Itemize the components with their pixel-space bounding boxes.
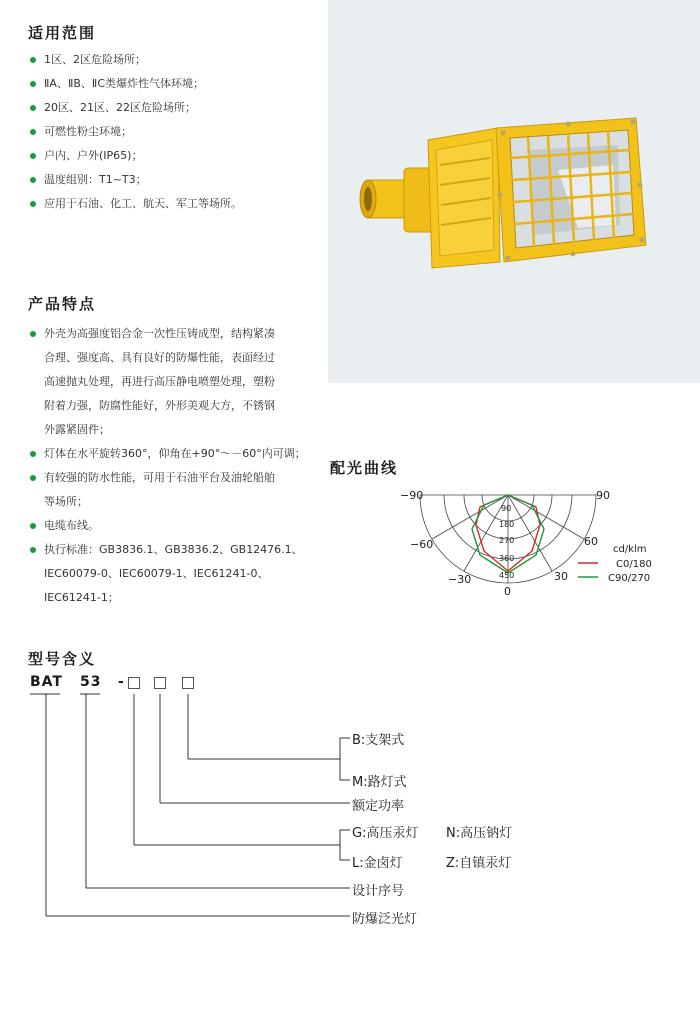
list-item: 可燃性粉尘环境； (30, 120, 320, 144)
label-product: 防爆泛光灯 (352, 912, 418, 927)
label-serial: 设计序号 (352, 884, 405, 899)
ring-label: 450 (499, 571, 515, 580)
explosion-proof-lamp-image (328, 0, 700, 383)
ring-label: 180 (499, 520, 515, 529)
legend-label-c0: C0/180 (616, 559, 652, 570)
angle-label: 90 (596, 489, 610, 502)
list-item: 1区、2区危险场所； (30, 48, 320, 72)
light-distribution-diagram (370, 485, 700, 615)
light-curve-heading: 配光曲线 (330, 459, 399, 477)
feature-line: 执行标准：GB3836.1、GB3836.2、GB12476.1、 (44, 543, 303, 556)
list-item (30, 514, 330, 538)
label-power: 额定功率 (352, 799, 405, 814)
ring-label: 270 (499, 536, 515, 545)
angle-label: 30 (554, 570, 568, 583)
model-code-dash: - (118, 674, 125, 690)
feature-line: 灯体在水平旋转360°，仰角在+90°～－60°内可调； (44, 447, 306, 460)
placeholder-box-2 (154, 677, 166, 689)
feature-line: 外壳为高强度铝合金一次性压铸成型，结构紧凑 (44, 327, 275, 340)
features-list (30, 322, 330, 610)
model-heading: 型号含义 (28, 650, 97, 668)
list-item (30, 442, 330, 466)
angle-label: 60 (584, 535, 598, 548)
feature-line: 高速抛丸处理，再进行高压静电喷塑处理，塑粉 (44, 375, 275, 388)
list-item: 温度组别：T1~T3； (30, 168, 320, 192)
scope-heading: 适用范围 (28, 24, 97, 42)
angle-label: −60 (410, 538, 434, 551)
list-item: 应用于石油、化工、航天、军工等场所。 (30, 192, 320, 216)
label-g: G:高压汞灯 (352, 826, 419, 841)
feature-line: IEC60079-0、IEC60079-1、IEC61241-0、 (44, 567, 269, 580)
features-heading: 产品特点 (28, 295, 97, 313)
scope-list (30, 48, 320, 216)
feature-line: 附着力强，防腐性能好，外形美观大方，不锈钢 (44, 399, 275, 412)
label-n: N:高压钠灯 (446, 826, 513, 841)
feature-line: 电缆布线。 (44, 519, 99, 532)
list-item: 20区、21区、22区危险场所； (30, 96, 320, 120)
feature-line: 外露紧固件； (44, 423, 110, 436)
model-connector-lines (0, 690, 360, 940)
product-photo-panel (328, 0, 700, 383)
list-item: 户内、户外(IP65)； (30, 144, 320, 168)
model-code-53: 53 (80, 674, 102, 690)
placeholder-box-1 (128, 677, 140, 689)
list-item (30, 538, 330, 610)
list-item (30, 466, 330, 514)
label-bracket-m: M:路灯式 (352, 775, 407, 790)
label-z: Z:自镇汞灯 (446, 856, 512, 871)
ring-label: 90 (501, 504, 512, 513)
angle-label: −30 (448, 573, 472, 586)
model-code-bat: BAT (30, 674, 63, 690)
angle-label: −90 (400, 489, 424, 502)
feature-line: 等场所； (44, 495, 88, 508)
angle-label: 0 (504, 585, 511, 598)
legend-label-c90: C90/270 (608, 573, 651, 584)
placeholder-box-3 (182, 677, 194, 689)
feature-line: IEC61241-1； (44, 591, 119, 604)
feature-line: 合理、强度高、具有良好的防爆性能，表面经过 (44, 351, 275, 364)
list-item (30, 322, 330, 442)
label-l: L:金卤灯 (352, 856, 403, 871)
ring-label: 360 (499, 554, 515, 563)
label-bracket-b: B:支架式 (352, 733, 405, 748)
list-item: ⅡA、ⅡB、ⅡC类爆炸性气体环境； (30, 72, 320, 96)
unit-label: cd/klm (613, 544, 647, 555)
feature-line: 有较强的防水性能，可用于石油平台及油轮船舶 (44, 471, 275, 484)
